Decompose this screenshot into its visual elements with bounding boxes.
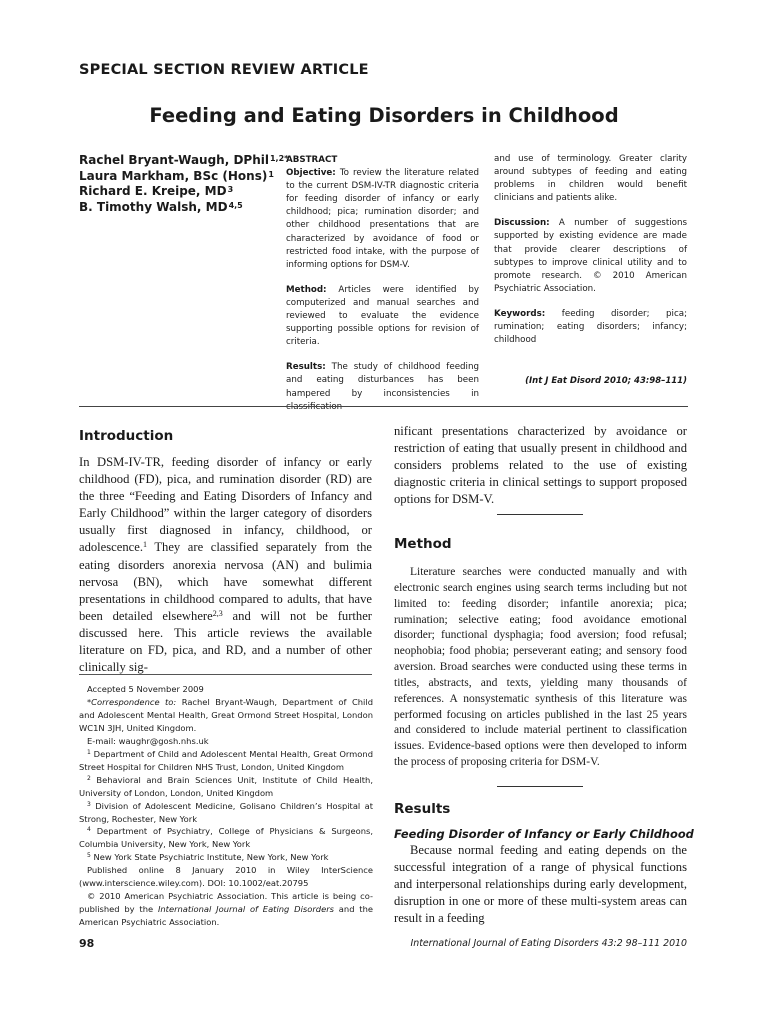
method-heading: Method bbox=[394, 536, 452, 552]
introduction-paragraph: In DSM-IV-TR, feeding disorder of infancy or early childhood (FD), pica, and rumination disorder (RD) are the three “Feeding and Eating Disorders of Infancy and Early Childhood” within the larger category of disorders usually first diagnosed in infancy, childhood, or adolescence.$^1$ They are classified separately from the eating disorders anorexia nervosa (AN) and bulimia nervosa (BN), which have somewhat different presentations in childhood compared to adults, that have been detailed elsewhere$^{2,3}$ and will not be further discussed here. This article reviews the available literature on FD, pica, and RD, and a number of other clinically sig- bbox=[79, 455, 373, 675]
author-affiliation-marker: 3 bbox=[227, 185, 234, 195]
journal-citation: (Int J Eat Disord 2010; 43:98–111) bbox=[525, 376, 687, 386]
footnote-published: Published online 8 January 2010 in Wiley InterScience (www.interscience.wiley.com). DOI: 10.1002/eat.20795 bbox=[79, 865, 373, 889]
reference-marker: 2,3 bbox=[212, 608, 223, 618]
results-heading: Results bbox=[394, 801, 451, 817]
footnote-affiliation: $^2$ Behavioral and Brain Sciences Unit, Institute of Child Health, University of London, London, United Kingdom bbox=[79, 774, 374, 798]
author-affiliation-marker: 1 bbox=[268, 169, 274, 179]
results-subheading: Feeding Disorder of Infancy or Early Childhood bbox=[394, 827, 694, 841]
author-affiliation-marker: 1,2* bbox=[269, 154, 289, 163]
journal-footer: International Journal of Eating Disorders 43:2 98–111 2010 bbox=[410, 938, 687, 949]
author-list bbox=[79, 153, 289, 215]
author-name: Rachel Bryant-Waugh, DPhil$^{1,2*}$ bbox=[79, 153, 289, 167]
abstract-left-column bbox=[286, 154, 479, 426]
footnote-email: E-mail: waughr@gosh.nhs.uk bbox=[87, 735, 209, 746]
author-name: Richard E. Kreipe, $MD^3$ bbox=[79, 184, 234, 199]
abstract-heading: ABSTRACT bbox=[286, 155, 338, 165]
footnote-accepted: Accepted 5 November 2009 bbox=[87, 684, 204, 694]
abstract-discussion: Discussion: A number of suggestions supported by existing evidence are made that provide clearer descriptions of subtypes to improve clinical utility and to promote research. © 2010 American Psychiatric Association. bbox=[494, 218, 688, 294]
abstract-method: Method: Articles were identified by computerized and manual searches and reviewed to evaluate the evidence supporting possible options for revision of criteria. bbox=[286, 284, 479, 348]
section-divider bbox=[497, 514, 583, 515]
section-label: SPECIAL SECTION REVIEW ARTICLE bbox=[79, 62, 369, 78]
footnote-divider bbox=[79, 674, 372, 675]
abstract-right-column bbox=[494, 153, 687, 359]
footnote-correspondence: *Correspondence to: Rachel Bryant-Waugh, Department of Child and Adolescent Mental Health, Great Ormond Street Hospital, London WC1N 3JH, United Kingdom. bbox=[79, 696, 373, 733]
abstract-results: Results: The study of childhood feeding and eating disturbances has been hampered by inconsistencies in classification bbox=[286, 362, 479, 412]
article-title: Feeding and Eating Disorders in Childhood bbox=[149, 104, 619, 127]
reference-marker: 1 bbox=[142, 540, 147, 550]
footnote-affiliation: $^4$ Department of Psychiatry, College of Physicians & Surgeons, Columbia University, New York, New York bbox=[79, 826, 374, 850]
abstract-results-continued: and use of terminology. Greater clarity around subtypes of feeding and eating problems in children would benefit clinicians and patients alike. bbox=[494, 154, 687, 204]
abstract-keywords: Keywords: feeding disorder; pica; rumination; eating disorders; infancy; childhood bbox=[494, 308, 687, 346]
footnote-affiliation: $^5$ New York State Psychiatric Institute, New York, New York bbox=[87, 852, 329, 863]
author-name: Laura Markham, BSc (Hons)$^1$ bbox=[79, 168, 274, 183]
footnote-copyright: © 2010 American Psychiatric Association. This article is being co-published by the International Journal of Eating Disorders and the American Psychiatric Association. bbox=[79, 891, 374, 928]
abstract-objective: Objective: To review the literature related to the current DSM-IV-TR diagnostic criteria for feeding disorder of infancy or early childhood; pica; rumination disorder; and other childhood presentations that are characterized by avoidance of food or restricted food intake, with the purpose of informing options for DSM-V. bbox=[286, 168, 479, 270]
author-name: B. Timothy Walsh, MD$^{4,5}$ bbox=[79, 199, 243, 214]
footnote-affiliation: $^1$ Department of Child and Adolescent Mental Health, Great Ormond Street Hospital for Children NHS Trust, London, United Kingdom bbox=[79, 748, 373, 772]
author-affiliation-marker: 4,5 bbox=[228, 200, 243, 210]
abstract-divider bbox=[79, 406, 688, 407]
section-divider bbox=[497, 786, 583, 787]
introduction-heading: Introduction bbox=[79, 428, 174, 444]
footnote-affiliation: $^3$ Division of Adolescent Medicine, Golisano Children’s Hospital at Strong, Rochester, New York bbox=[79, 800, 374, 824]
method-paragraph: Literature searches were conducted manually and with electronic search engines using search terms including but not limited to: feeding disorder; infantile anorexia; pica; rumination; selective eating; food avoidance emotional disorder; functional dysphagia; food aversion; food refusal; neophobia; food phobia; perseverant eating; and sensory food aversion. Broad searches were conducted using these terms in titles, abstracts, and texts, yielding many thousands of references. A nonsystematic synthesis of this literature was performed focusing on articles published in the last 25 years and considered to include material pertinent to classification issues. Evidence-based options were then developed to inform the process of proposing criteria for DSM-V. bbox=[394, 566, 687, 769]
footnotes bbox=[79, 683, 373, 929]
results-paragraph: Because normal feeding and eating depends on the successful integration of a range of physical functions and interpersonal relationships during early development, disruption in one or more of these multi-system areas can result in a feeding bbox=[394, 843, 687, 926]
page-number: 98 bbox=[79, 937, 95, 950]
introduction-paragraph-continued: nificant presentations characterized by avoidance or restriction of eating that usually present in childhood and considers problems related to the use of existing diagnostic criteria in clinical settings to support proposed options for DSM-V. bbox=[394, 424, 687, 507]
